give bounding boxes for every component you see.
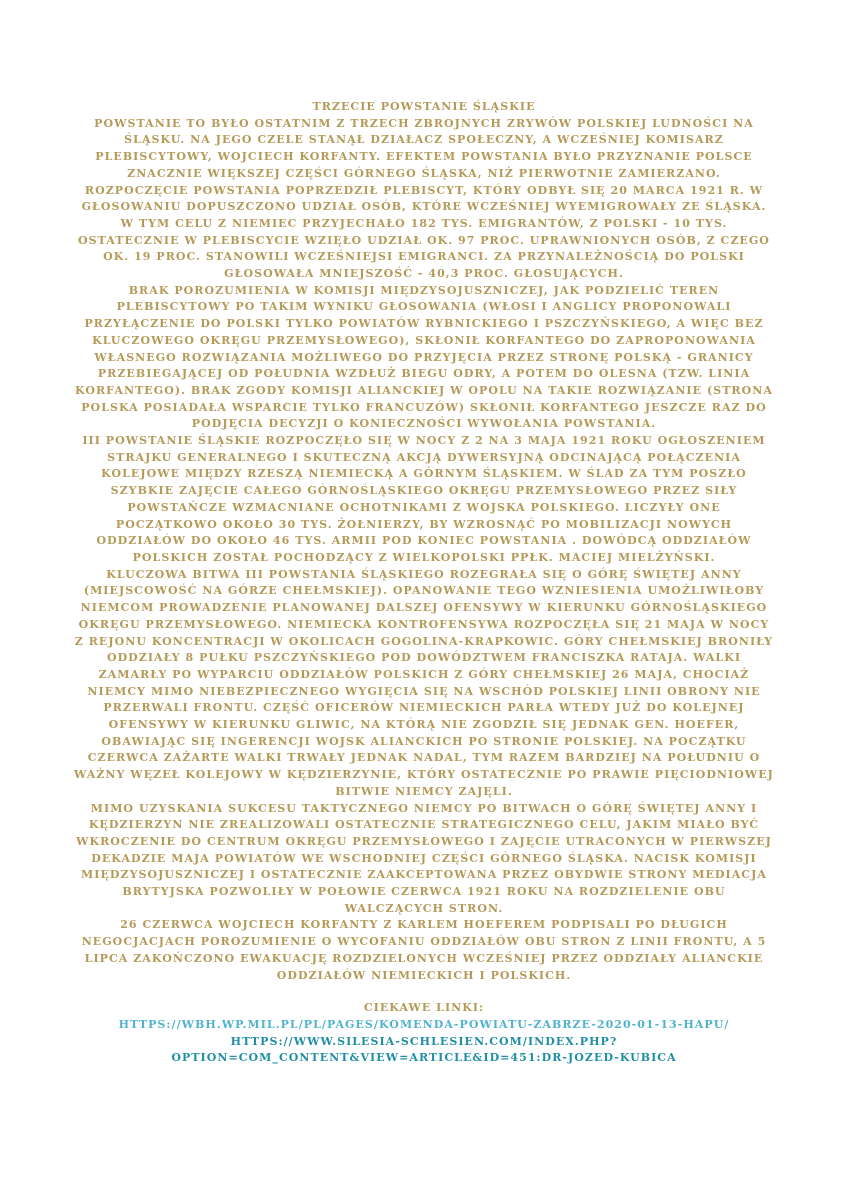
section-gap bbox=[74, 984, 774, 1000]
paragraph-agreement: 26 CZERWCA WOJCIECH KORFANTY Z KARLEM HOEFEREM PODPISALI PO DŁUGICH NEGOCJACJACH POROZUMIENIE O WYCOFANIU ODDZIAŁÓW OBU STRON Z LINII FRONTU, A 5 LIPCA ZAKOŃCZONO EWAKUACJĘ ROZDZIELONYCH WCZEŚNIEJ PRZEZ ODDZIAŁY ALIANCKIE ODDZIAŁÓW NIEMIECKICH I POLSKICH. bbox=[81, 918, 767, 982]
link-wbh[interactable]: HTTPS://WBH.WP.MIL.PL/PL/PAGES/KOMENDA-POWIATU-ZABRZE-2020-01-13-HAPU/ bbox=[118, 1017, 730, 1031]
paragraph-plebiscite: ROZPOCZĘCIE POWSTANIA POPRZEDZIŁ PLEBISCYT, KTÓRY ODBYŁ SIĘ 20 MARCA 1921 R. W GŁOSOWANIU DOPUSZCZONO UDZIAŁ OSÓB, KTÓRE WCZEŚNIEJ WYEMIGROWAŁY ZE ŚLĄSKA. W TYM CELU Z NIEMIEC PRZYJECHAŁO 182 TYS. EMIGRANTÓW, Z POLSKI - 10 TYS. OSTATECZNIE W PLEBISCYCIE WZIĘŁO UDZIAŁ OK. 97 PROC. UPRAWNIONYCH OSÓB, Z CZEGO OK. 19 PROC. STANOWILI WCZEŚNIEJSI EMIGRANCI. ZA PRZYNALEŻNOŚCIĄ DO POLSKI GŁOSOWAŁA MNIEJSZOŚĆ - 40,3 PROC. GŁOSUJĄCYCH. bbox=[78, 183, 770, 281]
paragraph-st-anne-battle: KLUCZOWA BITWA III POWSTANIA ŚLĄSKIEGO ROZEGRAŁA SIĘ O GÓRĘ ŚWIĘTEJ ANNY (MIEJSCOWOŚĆ NA GÓRZE CHEŁMSKIEJ). OPANOWANIE TEGO WZNIESIENIA UMOŻLIWIŁOBY NIEMCOM PROWADZENIE PLANOWANEJ DALSZEJ OFENSYWY W KIERUNKU GÓRNOŚLĄSKIEGO OKRĘGU PRZEMYSŁOWEGO. NIEMIECKA KONTROFENSYWA ROZPOCZĘŁA SIĘ 21 MAJA W NOCY Z REJONU KONCENTRACJI W OKOLICACH GOGOLINA-KRAPKOWIC. GÓRY CHEŁMSKIEJ BRONIŁY ODDZIAŁY 8 PUŁKU PSZCZYŃSKIEGO POD DOWÓDZTWEM FRANCISZKA RATAJA. WALKI ZAMARŁY PO WYPARCIU ODDZIAŁÓW POLSKICH Z GÓRY CHEŁMSKIEJ 26 MAJA, CHOCIAŻ NIEMCY MIMO NIEBEZPIECZNEGO WYGIĘCIA SIĘ NA WSCHÓD POLSKIEJ LINII OBRONY NIE PRZERWALI FRONTU. CZĘŚĆ OFICERÓW NIEMIECKICH PARŁA WTEDY JUŻ DO KOLEJNEJ OFENSYWY W KIERUNKU GLIWIC, NA KTÓRĄ NIE ZGODZIŁ SIĘ JEDNAK GEN. HOEFER, OBAWIAJĄC SIĘ INGERENCJI WOJSK ALIANCKICH PO STRONIE POLSKIEJ. NA POCZĄTKU CZERWCA ZAŻARTE WALKI TRWAŁY JEDNAK NADAL, TYM RAZEM BARDZIEJ NA POŁUDNIU O WAŻNY WĘZEŁ KOLEJOWY W KĘDZIERZYNIE, KTÓRY OSTATECZNIE PO PRAWIE PIĘCIODNIOWEJ BITWIE NIEMCY ZAJĘLI. bbox=[74, 567, 774, 798]
paragraph-korfanty-line: BRAK POROZUMIENIA W KOMISJI MIĘDZYSOJUSZNICZEJ, JAK PODZIELIĆ TEREN PLEBISCYTOWY PO TAKIM WYNIKU GŁOSOWANIA (WŁOSI I ANGLICY PROPONOWALI PRZYŁĄCZENIE DO POLSKI TYLKO POWIATÓW RYBNICKIEGO I PSZCZYŃSKIEGO, A WIĘC BEZ KLUCZOWEGO OKRĘGU PRZEMYSŁOWEGO), SKŁONIŁ KORFANTEGO DO ZAPROPONOWANIA WŁASNEGO ROZWIĄZANIA MOŻLIWEGO DO PRZYJĘCIA PRZEZ STRONĘ POLSKĄ - GRANICY PRZEBIEGAJĄCEJ OD POŁUDNIA WZDŁUŻ BIEGU ODRY, A POTEM DO OLESNA (TZW. LINIA KORFANTEGO). BRAK ZGODY KOMISJI ALIANCKIEJ W OPOLU NA TAKIE ROZWIĄZANIE (STRONA POLSKA POSIADAŁA WSPARCIE TYLKO FRANCUZÓW) SKŁONIŁ KORFANTEGO JESZCZE RAZ DO PODJĘCIA DECYZJI O KONIECZNOŚCI WYWOŁANIA POWSTANIA. bbox=[75, 283, 773, 431]
paragraph-uprising-start: III POWSTANIE ŚLĄSKIE ROZPOCZĘŁO SIĘ W NOCY Z 2 NA 3 MAJA 1921 ROKU OGŁOSZENIEM STRAJKU GENERALNEGO I SKUTECZNĄ AKCJĄ DYWERSYJNĄ ODCINAJĄCĄ POŁĄCZENIA KOLEJOWE MIĘDZY RZESZĄ NIEMIECKĄ A GÓRNYM ŚLĄSKIEM. W ŚLAD ZA TYM POSZŁO SZYBKIE ZAJĘCIE CAŁEGO GÓRNOŚLĄSKIEGO OKRĘGU PRZEMYSŁOWEGO PRZEZ SIŁY POWSTAŃCZE WZMACNIANE OCHOTNIKAMI Z WOJSKA POLSKIEGO. LICZYŁY ONE POCZĄTKOWO OKOŁO 30 TYS. ŻOŁNIERZY, BY WZROSNĄĆ PO MOBILIZACJI NOWYCH ODDZIAŁÓW DO OKOŁO 46 TYS. ARMII POD KONIEC POWSTANIA . DOWÓDCĄ ODDZIAŁÓW POLSKICH ZOSTAŁ POCHODZĄCY Z WIELKOPOLSKI PPŁK. MACIEJ MIELŻYŃSKI. bbox=[82, 434, 766, 564]
document-body bbox=[74, 99, 774, 1067]
paragraph-intro: POWSTANIE TO BYŁO OSTATNIM Z TRZECH ZBROJNYCH ZRYWÓW POLSKIEJ LUDNOŚCI NA ŚLĄSKU. NA JEGO CZELE STANĄŁ DZIAŁACZ SPOŁECZNY, A WCZEŚNIEJ KOMISARZ PLEBISCYTOWY, WOJCIECH KORFANTY. EFEKTEM POWSTANIA BYŁO PRZYZNANIE POLSCE ZNACZNIE WIĘKSZEJ CZĘŚCI GÓRNEGO ŚLĄSKA, NIŻ PIERWOTNIE ZAMIERZANO. bbox=[94, 116, 754, 180]
paragraph-mediation: MIMO UZYSKANIA SUKCESU TAKTYCZNEGO NIEMCY PO BITWACH O GÓRĘ ŚWIĘTEJ ANNY I KĘDZIERZYN NIE ZREALIZOWALI OSTATECZNIE STRATEGICZNEGO CELU, JAKIM MIAŁO BYĆ WKROCZENIE DO CENTRUM OKRĘGU PRZEMYSŁOWEGO I ZAJĘCIE UTRACONYCH W PIERWSZEJ DEKADZIE MAJA POWIATÓW WE WSCHODNIEJ CZĘŚCI GÓRNEGO ŚLĄSKA. NACISK KOMISJI MIĘDZYSOJUSZNICZEJ I OSTATECZNIE ZAAKCEPTOWANA PRZEZ OBYDWIE STRONY MEDIACJA BRYTYJSKA POZWOLIŁY W POŁOWIE CZERWCA 1921 ROKU NA ROZDZIELENIE OBU WALCZĄCYCH STRON. bbox=[76, 801, 772, 915]
links-title: CIEKAWE LINKI: bbox=[363, 1001, 485, 1015]
link-silesia[interactable]: HTTPS://WWW.SILESIA-SCHLESIEN.COM/INDEX.PHP?OPTION=COM_CONTENT&VIEW=ARTICLE&ID=451:DR-JOZED-KUBICA bbox=[171, 1034, 677, 1065]
document-title: TRZECIE POWSTANIE ŚLĄSKIE bbox=[312, 100, 536, 113]
